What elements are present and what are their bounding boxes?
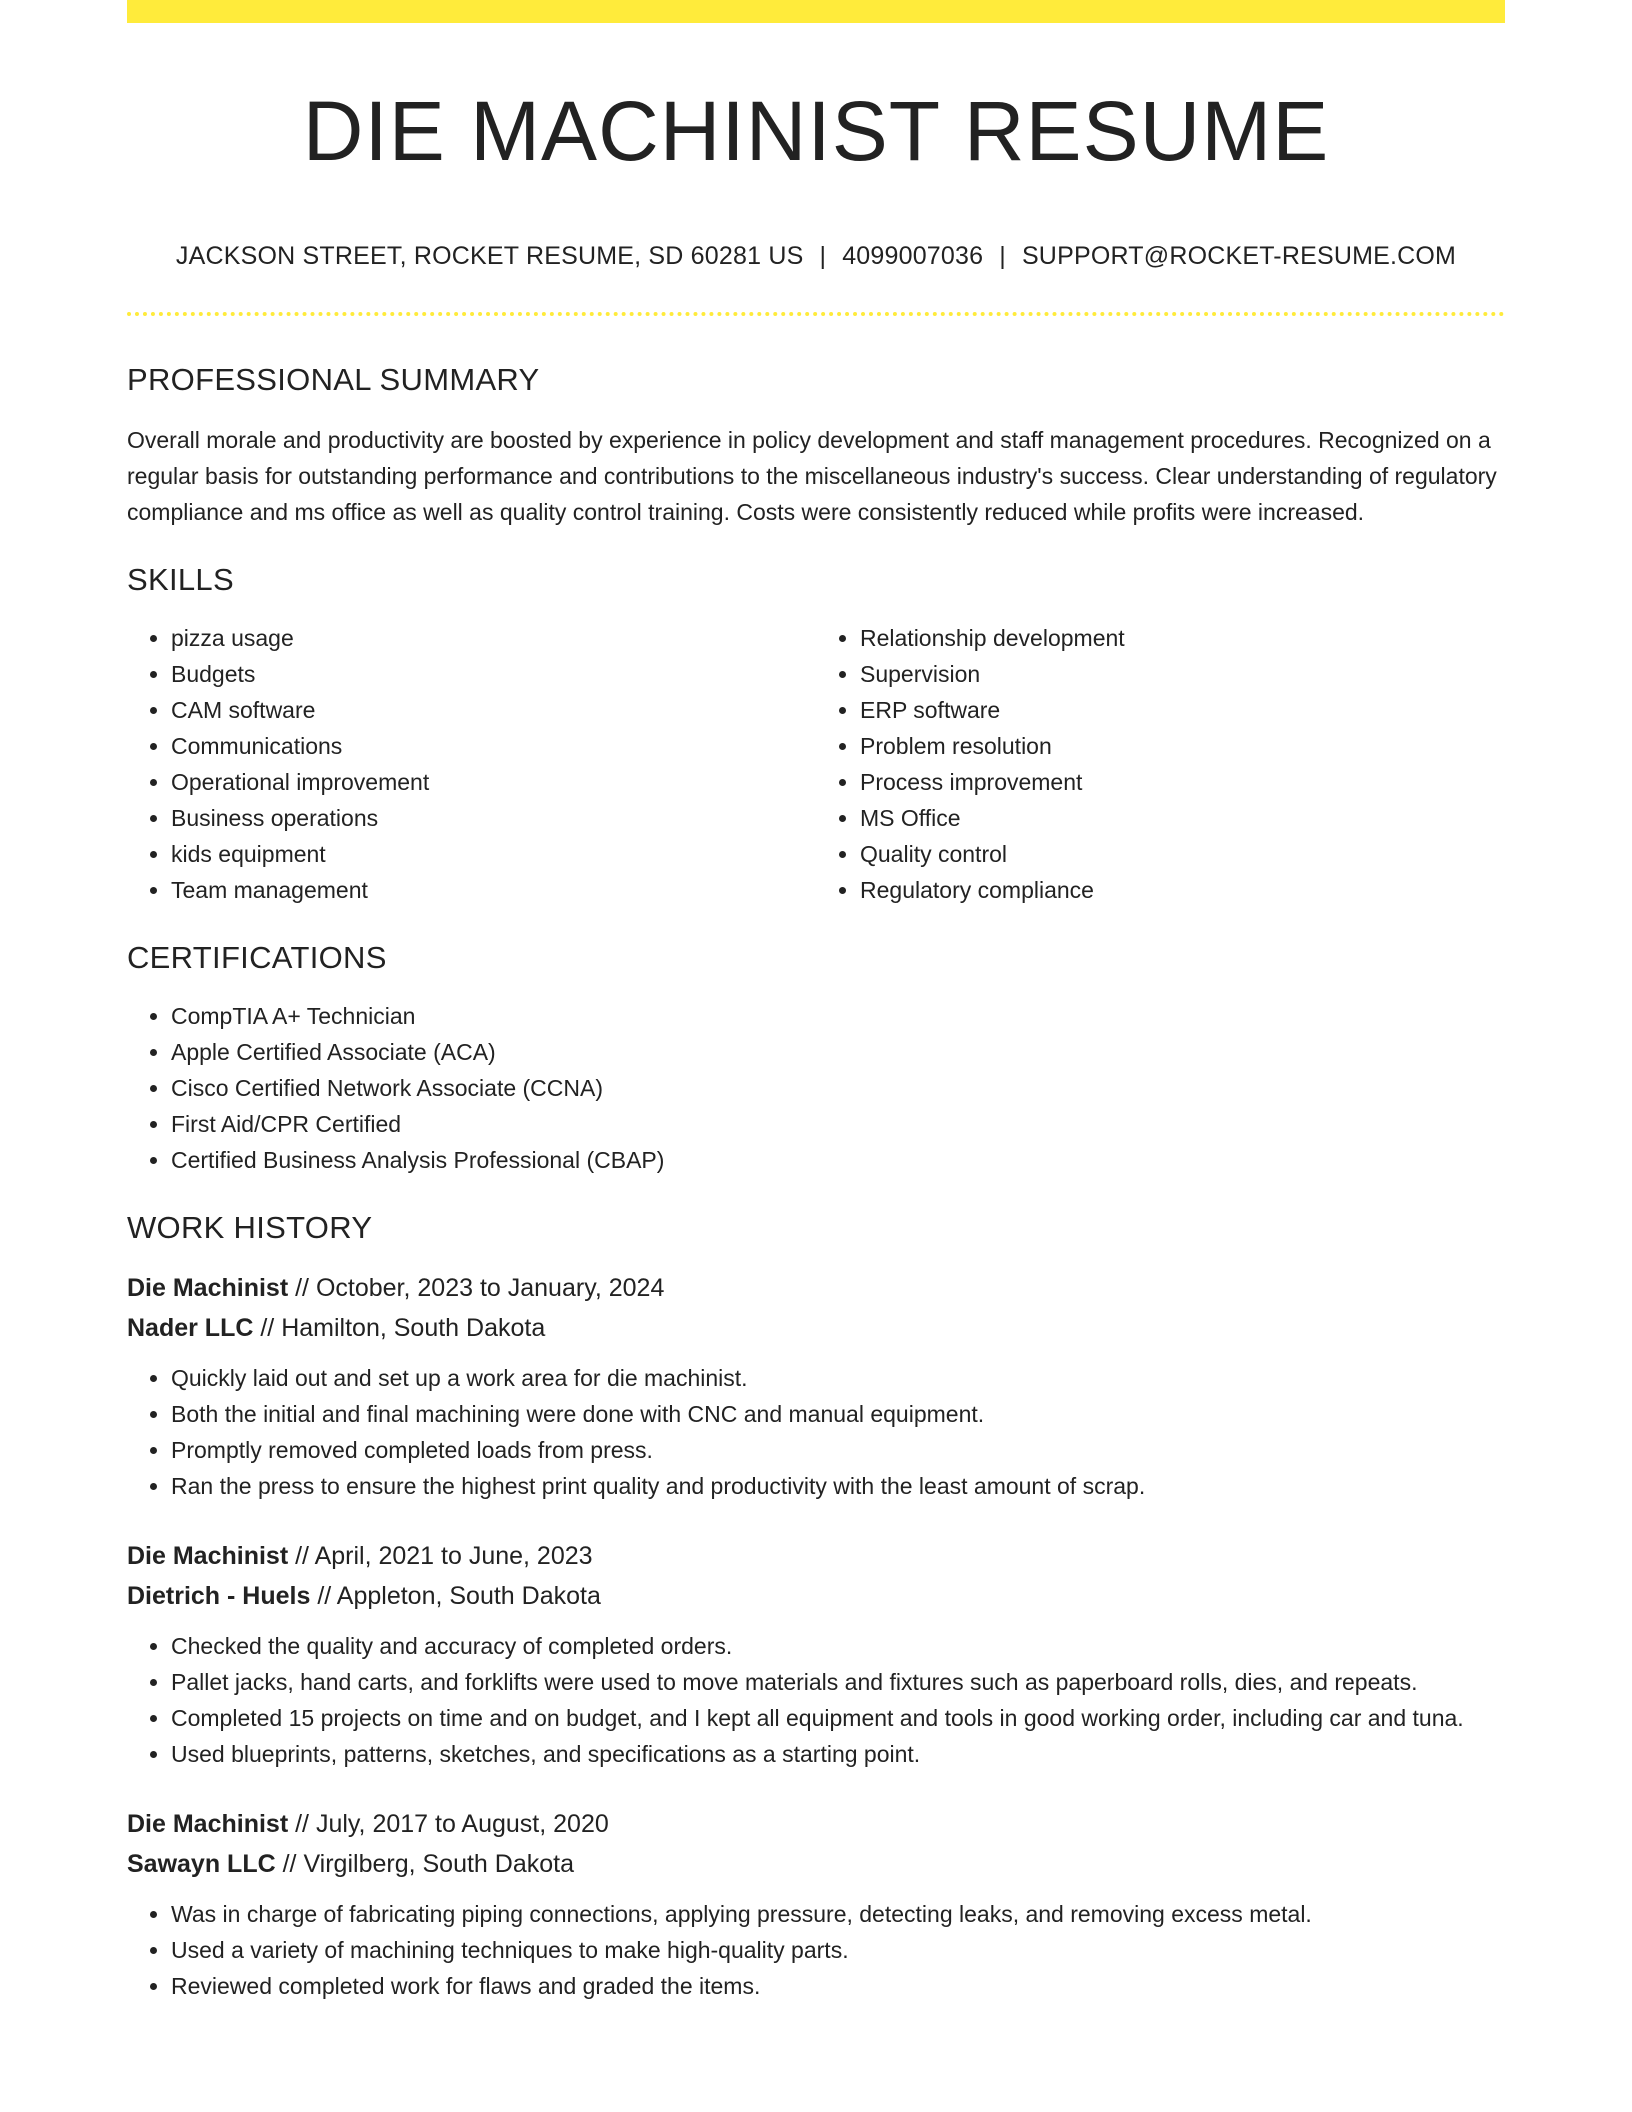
skills-list-right: [816, 620, 1505, 908]
job-bullets: [127, 1896, 1505, 2004]
skills-heading: SKILLS: [127, 562, 234, 597]
job-location: Hamilton, South Dakota: [281, 1314, 546, 1342]
list-item: • Completed 15 projects on time and on budget, and I kept all equipment and tools in good working order, including car and tuna.: [171, 1700, 1505, 1736]
list-item: • Used a variety of machining techniques to make high-quality parts.: [171, 1932, 1505, 1968]
job-company-line: [127, 1308, 1505, 1348]
job-entry: [127, 1804, 1505, 2004]
contact-line: [127, 239, 1505, 273]
contact-separator: |: [819, 242, 827, 270]
dotted-divider: [127, 312, 1505, 316]
skills-section: [127, 560, 1505, 908]
list-item: • Pallet jacks, hand carts, and forklifts were used to move materials and fixtures such as paperboard rolls, dies, and repeats.: [171, 1664, 1505, 1700]
work-history-section: [127, 1208, 1505, 2004]
list-item: • Team management: [171, 872, 816, 908]
job-dates: October, 2023 to January, 2024: [315, 1274, 665, 1302]
summary-section: [127, 360, 1505, 530]
list-item: • Budgets: [171, 656, 816, 692]
certifications-section: [127, 938, 1505, 1178]
list-item: • Quality control: [860, 836, 1505, 872]
list-item: • Quickly laid out and set up a work area for die machinist.: [171, 1360, 1505, 1396]
job-dates: July, 2017 to August, 2020: [315, 1810, 609, 1838]
resume-page: [127, 0, 1505, 2004]
job-company-line: [127, 1844, 1505, 1884]
contact-address: JACKSON STREET, ROCKET RESUME, SD 60281 US: [175, 242, 804, 270]
job-entry: [127, 1536, 1505, 1772]
list-item: • Promptly removed completed loads from press.: [171, 1432, 1505, 1468]
job-entry: [127, 1268, 1505, 1504]
job-bullets: [127, 1360, 1505, 1504]
list-item: • Regulatory compliance: [860, 872, 1505, 908]
work-history-heading: WORK HISTORY: [127, 1210, 373, 1245]
list-item: • Was in charge of fabricating piping connections, applying pressure, detecting leaks, and removing excess metal.: [171, 1896, 1505, 1932]
list-item: • Both the initial and final machining were done with CNC and manual equipment.: [171, 1396, 1505, 1432]
list-item: • Reviewed completed work for flaws and graded the items.: [171, 1968, 1505, 2004]
list-item: • Supervision: [860, 656, 1505, 692]
field-separator: //: [310, 1582, 337, 1610]
list-item: • Communications: [171, 728, 816, 764]
list-item: • Problem resolution: [860, 728, 1505, 764]
top-accent-bar: [127, 0, 1505, 23]
list-item: • ERP software: [860, 692, 1505, 728]
contact-email: SUPPORT@ROCKET-RESUME.COM: [1021, 242, 1457, 270]
job-bullets: [127, 1628, 1505, 1772]
list-item: • pizza usage: [171, 620, 816, 656]
list-item: • Relationship development: [860, 620, 1505, 656]
job-company: Dietrich - Huels: [127, 1582, 311, 1610]
list-item: • Ran the press to ensure the highest print quality and productivity with the least amount of scrap.: [171, 1468, 1505, 1504]
summary-heading: PROFESSIONAL SUMMARY: [127, 362, 540, 397]
job-title: Die Machinist: [127, 1810, 289, 1838]
list-item: • Apple Certified Associate (ACA): [171, 1034, 1505, 1070]
job-title-line: [127, 1536, 1505, 1576]
list-item: • Operational improvement: [171, 764, 816, 800]
field-separator: //: [288, 1542, 315, 1570]
list-item: • Cisco Certified Network Associate (CCNA): [171, 1070, 1505, 1106]
list-item: • Business operations: [171, 800, 816, 836]
certifications-list: [127, 998, 1505, 1178]
job-title-line: [127, 1804, 1505, 1844]
job-company-line: [127, 1576, 1505, 1616]
list-item: • CompTIA A+ Technician: [171, 998, 1505, 1034]
list-item: • Checked the quality and accuracy of completed orders.: [171, 1628, 1505, 1664]
field-separator: //: [275, 1850, 304, 1878]
list-item: • CAM software: [171, 692, 816, 728]
job-location: Appleton, South Dakota: [336, 1582, 601, 1610]
job-company: Sawayn LLC: [127, 1850, 276, 1878]
field-separator: //: [288, 1274, 316, 1302]
certifications-heading: CERTIFICATIONS: [127, 940, 387, 975]
job-company: Nader LLC: [127, 1314, 254, 1342]
list-item: • Used blueprints, patterns, sketches, and specifications as a starting point.: [171, 1736, 1505, 1772]
summary-text: Overall morale and productivity are boosted by experience in policy development and staff management procedures. Recognized on a regular basis for outstanding performance and contributions to the miscellaneous industry's success. Clear understanding of regulatory compliance and ms office as well as quality control training. Costs were consistently reduced while profits were increased.: [127, 427, 1497, 525]
field-separator: //: [253, 1314, 282, 1342]
field-separator: //: [288, 1810, 316, 1838]
contact-phone: 4099007036: [842, 242, 984, 270]
job-title-line: [127, 1268, 1505, 1308]
skills-columns: [127, 620, 1505, 908]
list-item: • MS Office: [860, 800, 1505, 836]
job-location: Virgilberg, South Dakota: [303, 1850, 574, 1878]
skills-list-left: [127, 620, 816, 908]
list-item: • kids equipment: [171, 836, 816, 872]
job-dates: April, 2021 to June, 2023: [314, 1542, 593, 1570]
list-item: • Certified Business Analysis Professional (CBAP): [171, 1142, 1505, 1178]
job-title: Die Machinist: [127, 1274, 289, 1302]
list-item: • Process improvement: [860, 764, 1505, 800]
contact-separator: |: [999, 242, 1006, 270]
resume-title: DIE MACHINIST RESUME: [302, 84, 1330, 178]
list-item: • First Aid/CPR Certified: [171, 1106, 1505, 1142]
job-title: Die Machinist: [127, 1542, 289, 1570]
